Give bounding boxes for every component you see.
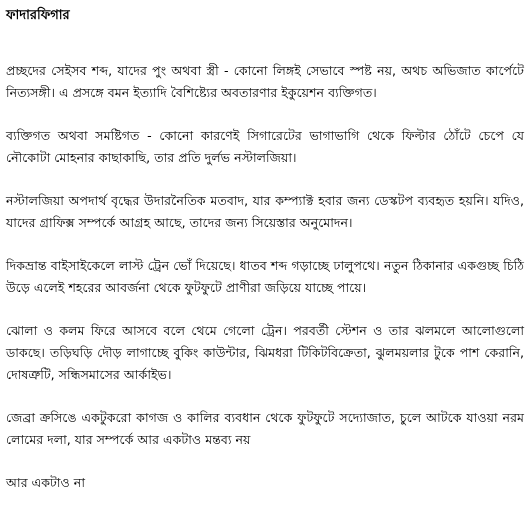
paragraph-1: প্রচ্ছদের সেইসব শব্দ, যাদের পুং অথবা স্ত্রী - কোনো লিঙ্গই সেভাবে স্পষ্ট নয়, অথচ অভিজাত কার্পেটে নিত্যসঙ্গী। এ প্রসঙ্গে বমন ইত্যাদি বৈশিষ্ট্যের অবতারণার ইকুয়েশন ব্যক্তিগত। <box>6 63 524 100</box>
paragraph-4: দিকভ্রান্ত বাইসাইকেলে লাস্ট ট্রেন ভোঁ দিয়েছে। ধাতব শব্দ গড়াচ্ছে ঢালুপথে। নতুন ঠিকানার একগুচ্ছ চিঠি উড়ে এলেই শহরের আবর্জনা থেকে ফুটফুটে প্রাণীরা জড়িয়ে যাচ্ছে পায়ে। <box>6 258 524 295</box>
paragraph-3: নস্টালজিয়া অপদার্থ বৃদ্ধের উদারনৈতিক মতবাদ, যার কম্প্যাক্ট হবার জন্য ডেস্কটপ ব্যবহৃত হয়নি। যদিও, যাদের গ্রাফিক্স সম্পর্কে আগ্রহ আছে, তাদের জন্য সিয়েস্তার অনুমোদন। <box>6 193 524 230</box>
paragraph-5: ঝোলা ও কলম ফিরে আসবে বলে থেমে গেলো ট্রেন। পরবর্তী স্টেশন ও তার ঝলমলে আলোগুলো ডাকছে। তড়িঘড়ি দৌড় লাগাচ্ছে বুকিং কাউন্টার, ঝিমধরা টিকিটবিক্রেতা, ঝুলময়লার টুকে পাশ কেরানি, দোষত্রুটি, সন্ধিসমাসের আর্কাইভ। <box>6 323 524 382</box>
paragraph-6: জেব্রা ক্রসিঙে একটুকরো কাগজ ও কালির ব্যবধান থেকে ফুটফুটে সদ্যোজাত, চুলে আটকে যাওয়া নরম লোমের দলা, যার সম্পর্কে আর একটাও মন্তব্য নয় <box>6 410 524 447</box>
document-page <box>6 6 524 494</box>
document-title: ফাদারফিগার <box>6 8 70 23</box>
paragraph-7: আর একটাও না <box>6 475 85 490</box>
paragraph-2: ব্যক্তিগত অথবা সমষ্টিগত - কোনো কারণেই সিগারেটের ভাগাভাগি থেকে ফিল্টার ঠোঁটে চেপে যে নৌকোটা মোহনার কাছাকাছি, তার প্রতি দুর্লভ নস্টালজিয়া। <box>6 128 524 165</box>
